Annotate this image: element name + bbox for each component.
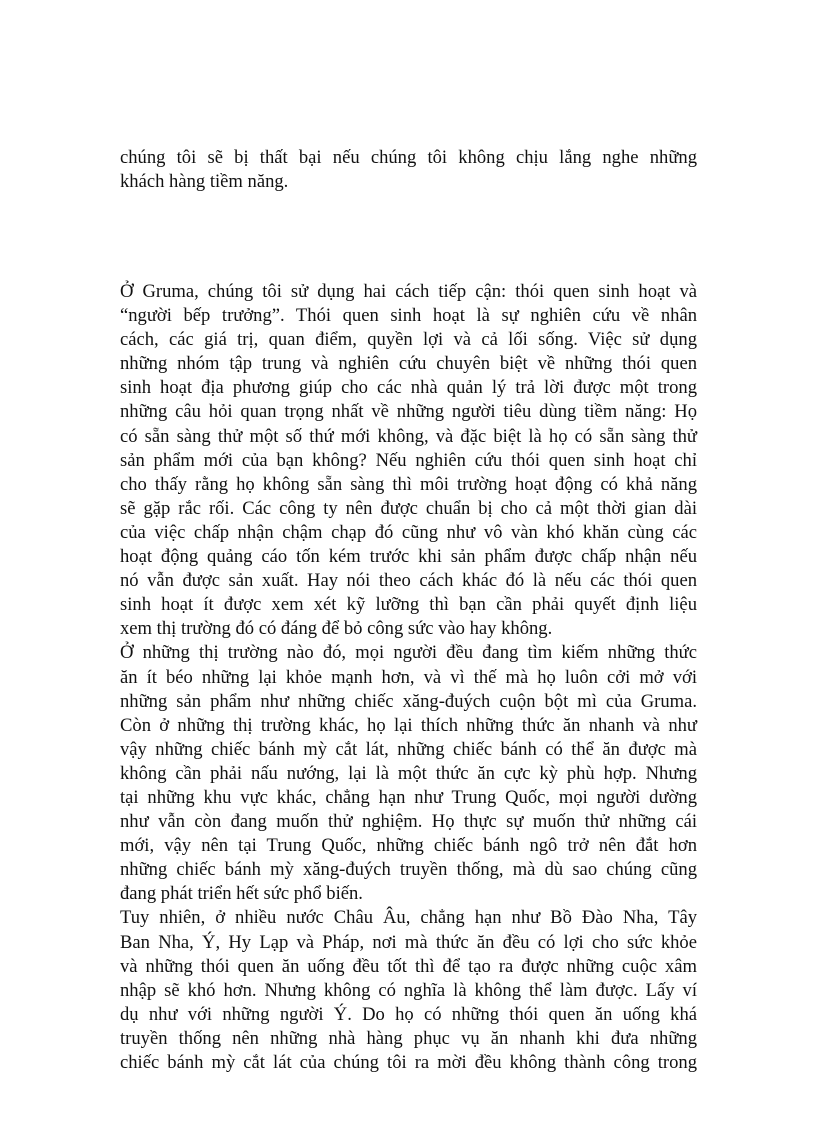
text-line: sẽ gặp rắc rối. Các công ty nên được chuẩn bị cho cả một thời gian dài	[120, 497, 697, 519]
text-line: sản phẩm mới của bạn không? Nếu nghiên cứu thói quen sinh hoạt chỉ	[120, 449, 697, 471]
text-line: cho thấy rằng họ không sẵn sàng thì môi trường hoạt động có khả năng	[120, 473, 697, 495]
text-line: khách hàng tiềm năng.	[120, 171, 289, 193]
text-line: vậy những chiếc bánh mỳ cắt lát, những chiếc bánh có thể ăn được mà	[120, 738, 697, 760]
text-line: của việc chấp nhận chậm chạp đó cũng như vô vàn khó khăn cùng các	[120, 521, 697, 543]
text-line: chúng tôi sẽ bị thất bại nếu chúng tôi không chịu lắng nghe những	[120, 147, 697, 168]
text-line: những sản phẩm như những chiếc xăng-đuých cuộn bột mì của Gruma.	[120, 690, 697, 712]
text-line: có sẵn sàng thử một số thứ mới không, và đặc biệt là họ có sẵn sàng thử	[120, 425, 697, 447]
text-line: Ở Gruma, chúng tôi sử dụng hai cách tiếp cận: thói quen sinh hoạt và	[120, 281, 697, 302]
text-line: sinh hoạt ít được xem xét kỹ lưỡng thì bạn cần phải quyết định liệu	[120, 594, 697, 616]
text-line: đang phát triển hết sức phổ biến.	[120, 883, 363, 905]
text-line: dụ như với những người Ý. Do họ có những thói quen ăn uống khá	[120, 1003, 697, 1025]
text-line: cách, các giá trị, quan điểm, quyền lợi và cả lối sống. Việc sử dụng	[120, 329, 697, 351]
text-line: những nhóm tập trung và nghiên cứu chuyên biệt về những thói quen	[120, 353, 697, 375]
text-line: không cần phải nấu nướng, lại là một thức ăn cực kỳ phù hợp. Nhưng	[120, 762, 697, 784]
text-line: nó vẫn được sản xuất. Hay nói theo cách khác đó là nếu các thói quen	[120, 570, 697, 592]
text-line: Ở những thị trường nào đó, mọi người đều đang tìm kiếm những thức	[120, 642, 697, 664]
text-line: Tuy nhiên, ở nhiều nước Châu Âu, chẳng hạn như Bồ Đào Nha, Tây	[120, 907, 697, 929]
text-line: những chiếc bánh mỳ xăng-đuých truyền thống, mà dù sao chúng cũng	[120, 859, 697, 881]
text-line: truyền thống nên những nhà hàng phục vụ ăn nhanh khi đưa những	[120, 1027, 697, 1049]
text-line: ăn ít béo những lại khỏe mạnh hơn, và vì thế mà họ luôn cởi mở với	[120, 666, 697, 688]
text-line: hoạt động quảng cáo tốn kém trước khi sản phẩm được chấp nhận nếu	[120, 546, 697, 568]
body-text	[120, 280, 697, 1075]
text-line: chiếc bánh mỳ cắt lát của chúng tôi ra mời đều không thành công trong	[120, 1052, 697, 1073]
text-line: xem thị trường đó có đáng để bỏ công sức vào hay không.	[120, 618, 553, 640]
text-line: “người bếp trưởng”. Thói quen sinh hoạt là sự nghiên cứu về nhân	[120, 305, 697, 327]
text-line: Ban Nha, Ý, Hy Lạp và Pháp, nơi mà thức ăn đều có lợi cho sức khỏe	[120, 931, 697, 953]
text-line: những câu hỏi quan trọng nhất về những người tiêu dùng tiềm năng: Họ	[120, 401, 697, 423]
intro-paragraph	[120, 146, 697, 194]
text-line: và những thói quen ăn uống đều tốt thì để tạo ra được những cuộc xâm	[120, 955, 697, 977]
text-line: như vẫn còn đang muốn thử nghiệm. Họ thực sự muốn thử những cái	[120, 811, 697, 833]
text-line: mới, vậy nên tại Trung Quốc, những chiếc bánh ngô trở nên đắt hơn	[120, 835, 697, 857]
text-line: Còn ở những thị trường khác, họ lại thích những thức ăn nhanh và như	[120, 714, 697, 736]
text-line: nhập sẽ khó hơn. Nhưng không có nghĩa là không thể làm được. Lấy ví	[120, 979, 697, 1001]
text-line: sinh hoạt địa phương giúp cho các nhà quản lý trả lời được một trong	[120, 377, 697, 399]
text-line: tại những khu vực khác, chẳng hạn như Trung Quốc, mọi người dường	[120, 786, 697, 808]
